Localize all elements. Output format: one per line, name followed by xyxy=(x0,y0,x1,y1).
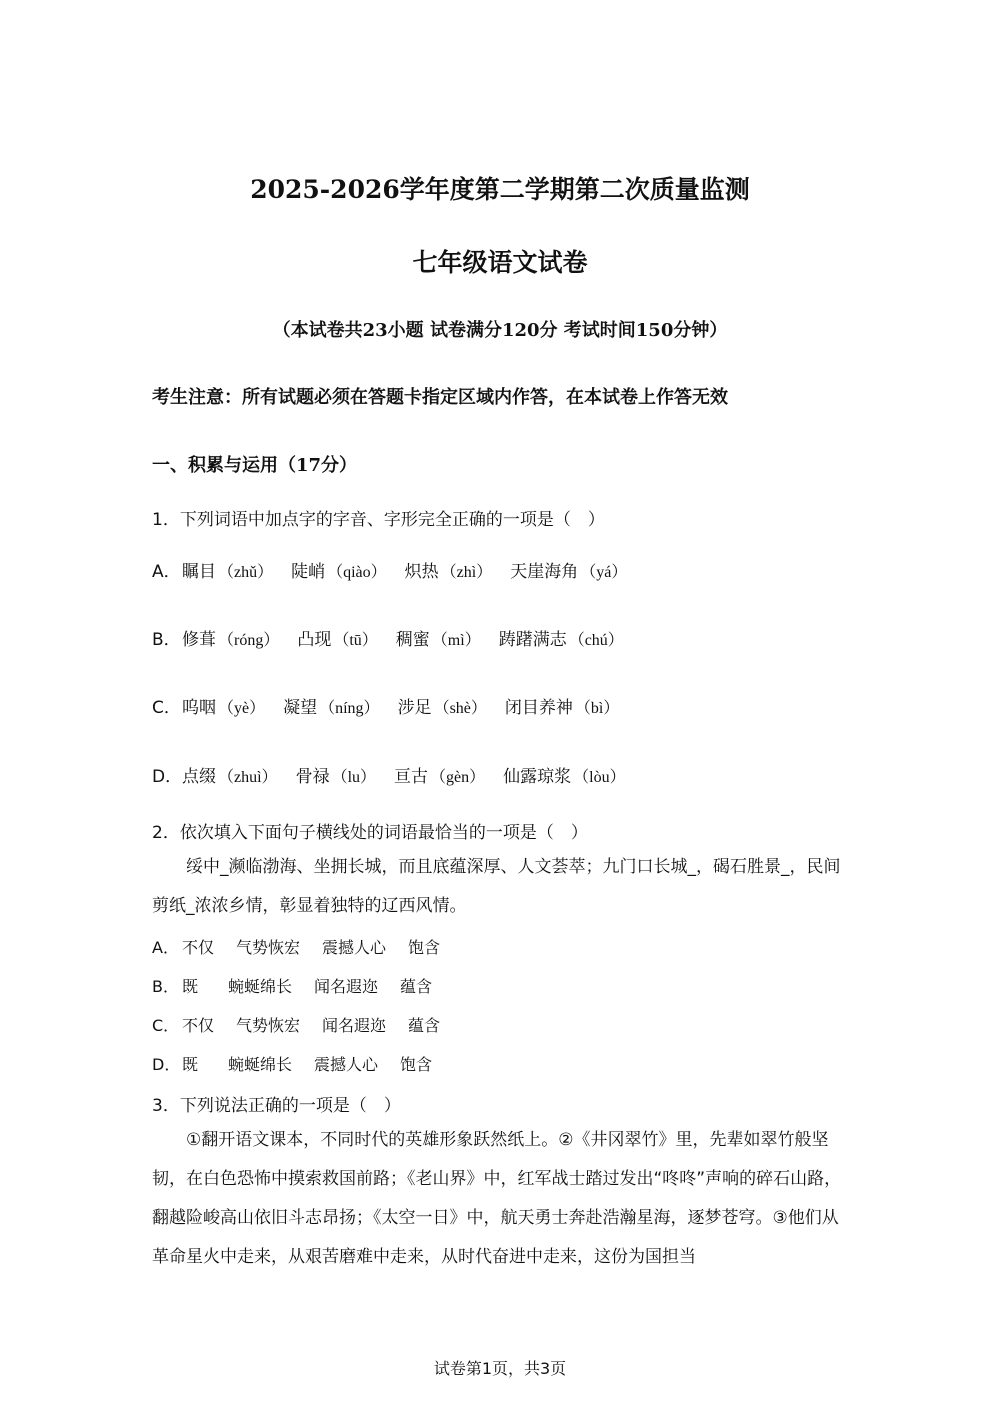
question-1-option-d[interactable] xyxy=(152,762,644,787)
question-2-passage: 绥中_濒临渤海、坐拥长城，而且底蕴深厚、人文荟萃；九门口长城_，碣石胜景_，民间剪纸_浓浓乡情，彰显着独特的辽西风情。 xyxy=(152,857,841,916)
option-item: 蕴含 xyxy=(408,1016,441,1035)
question-2-option-a[interactable] xyxy=(152,935,462,958)
option-label: D． xyxy=(152,1055,181,1074)
option-word: 涉足 （shè） xyxy=(397,698,487,718)
option-word: 稠蜜 （mì） xyxy=(395,630,481,650)
option-item: 闻名遐迩 xyxy=(322,1016,387,1035)
question-3-stem: 3．下列说法正确的一项是（ ） xyxy=(152,1096,401,1116)
option-item: 饱含 xyxy=(400,1055,433,1074)
option-item: 蜿蜒绵长 xyxy=(228,977,293,996)
option-label: B． xyxy=(152,630,181,650)
exam-info: （本试卷共23小题 试卷满分120分 考试时间150分钟） xyxy=(272,320,728,341)
option-label: D． xyxy=(152,767,183,787)
option-word: 陡峭 （qiào） xyxy=(291,562,387,582)
option-item: 震撼人心 xyxy=(314,1055,379,1074)
option-word: 修葺 （róng） xyxy=(182,630,280,650)
option-label: A． xyxy=(152,562,181,582)
option-word: 炽热 （zhì） xyxy=(404,562,493,582)
option-word: 骨禄 （lu） xyxy=(295,767,377,787)
question-1-option-b[interactable] xyxy=(152,625,642,650)
option-item: 不仅 xyxy=(182,1016,215,1035)
option-item: 既 xyxy=(182,1055,199,1074)
option-item: 震撼人心 xyxy=(322,938,387,957)
option-label: B． xyxy=(152,977,179,996)
option-word: 踌躇满志 （chú） xyxy=(498,630,624,650)
option-word: 亘古 （gèn） xyxy=(394,767,486,787)
question-1-option-a[interactable] xyxy=(152,557,645,582)
option-word: 瞩目 （zhǔ） xyxy=(182,562,274,582)
option-word: 天崖海角 （yá） xyxy=(510,562,628,582)
question-2-option-c[interactable] xyxy=(152,1013,462,1036)
page-footer: 试卷第1页，共3页 xyxy=(433,1359,567,1378)
exam-title: 2025-2026学年度第二学期第二次质量监测 xyxy=(250,175,750,204)
option-label: C． xyxy=(152,698,181,718)
section-heading: 一、积累与运用（17分） xyxy=(152,455,358,476)
option-item: 不仅 xyxy=(182,938,215,957)
question-1-stem: 1．下列词语中加点字的字音、字形完全正确的一项是（ ） xyxy=(152,510,605,530)
option-word: 凝望 （níng） xyxy=(283,698,380,718)
option-word: 呜咽 （yè） xyxy=(182,698,266,718)
option-word: 凸现 （tū） xyxy=(297,630,378,650)
option-item: 气势恢宏 xyxy=(236,1016,301,1035)
question-3-passage: ①翻开语文课本，不同时代的英雄形象跃然纸上。②《井冈翠竹》里，先辈如翠竹般坚韧，在白色恐怖中摸索救国前路；《老山界》中，红军战士踏过发出“咚咚”声响的碎石山路，翻越险峻高山依旧斗志昂扬；《太空一日》中，航天勇士奔赴浩瀚星海，逐梦苍穹。③他们从革命星火中走来，从艰苦磨难中走来，从时代奋进中走来，这份为国担当 xyxy=(152,1130,842,1267)
option-item: 既 xyxy=(182,977,199,996)
option-item: 蕴含 xyxy=(400,977,433,996)
option-word: 仙露琼浆 （lòu） xyxy=(503,767,626,787)
option-item: 气势恢宏 xyxy=(236,938,301,957)
question-1-option-c[interactable] xyxy=(152,693,637,718)
option-label: C． xyxy=(152,1016,180,1035)
exam-subject-title: 七年级语文试卷 xyxy=(412,248,588,277)
candidate-notice: 考生注意：所有试题必须在答题卡指定区域内作答，在本试卷上作答无效 xyxy=(152,387,728,408)
question-2-option-d[interactable] xyxy=(152,1052,454,1075)
option-item: 闻名遐迩 xyxy=(314,977,379,996)
question-2-stem: 2．依次填入下面句子横线处的词语最恰当的一项是（ ） xyxy=(152,823,588,843)
option-word: 点缀 （zhuì） xyxy=(182,767,278,787)
option-label: A． xyxy=(152,938,179,957)
option-item: 饱含 xyxy=(408,938,441,957)
option-item: 蜿蜒绵长 xyxy=(228,1055,293,1074)
question-2-option-b[interactable] xyxy=(152,974,454,997)
option-word: 闭目养神 （bì） xyxy=(504,698,620,718)
